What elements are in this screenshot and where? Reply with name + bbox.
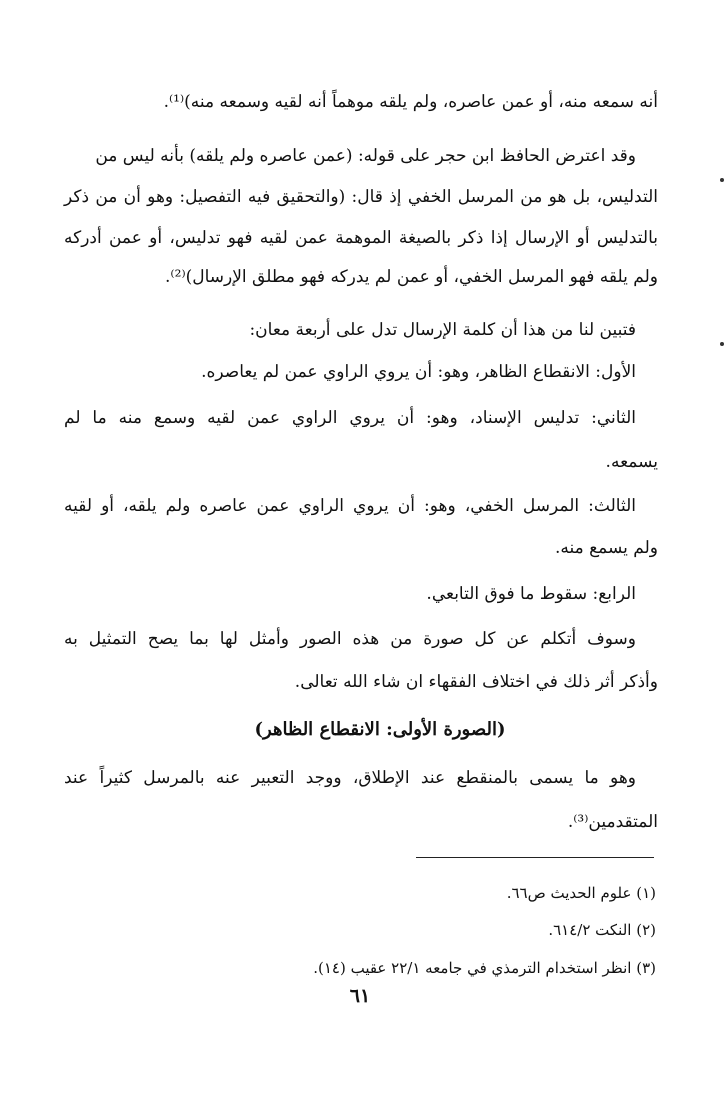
footnote-3: (٣) انظر استخدام الترمذي في جامعه ٢٢/١ عقيب (١٤). <box>313 959 656 977</box>
scan-speck <box>720 342 724 346</box>
body-line-14: وأذكر أثر ذلك في اختلاف الفقهاء ان شاء الله تعالى. <box>294 672 658 692</box>
body-line-1: أنه سمعه منه، أو عمن عاصره، ولم يلقه موهماً أنه لقيه وسمعه منه)⁽¹⁾. <box>163 92 658 112</box>
body-line-6: فتبين لنا من هذا أن كلمة الإرسال تدل على أربعة معان: <box>249 320 636 340</box>
body-line-9: يسمعه. <box>605 452 658 472</box>
body-line-15: وهو ما يسمى بالمنقطع عند الإطلاق، ووجد التعبير عنه بالمرسل كثيراً عند <box>64 768 636 788</box>
body-line-12: الرابع: سقوط ما فوق التابعي. <box>426 584 636 604</box>
body-line-8: الثاني: تدليس الإسناد، وهو: أن يروي الراوي عمن لقيه وسمع منه ما لم <box>64 408 636 428</box>
body-line-7: الأول: الانقطاع الظاهر، وهو: أن يروي الراوي عمن لم يعاصره. <box>201 362 636 382</box>
body-line-11: ولم يسمع منه. <box>554 538 658 558</box>
body-line-2: وقد اعترض الحافظ ابن حجر على قوله: (عمن عاصره ولم يلقه) بأنه ليس من <box>95 146 636 166</box>
scan-speck <box>720 178 724 182</box>
body-line-10: الثالث: المرسل الخفي، وهو: أن يروي الراوي عمن عاصره ولم يلقه، أو لقيه <box>64 496 636 516</box>
footnote-separator <box>416 857 654 858</box>
page-number: ٦١ <box>349 985 371 1007</box>
body-line-16: المتقدمين⁽³⁾. <box>567 812 658 832</box>
body-line-4: بالتدليس أو الإرسال إذا ذكر بالصيغة الموهمة عمن لقيه فهو تدليس، أو عمن أدركه <box>64 228 658 248</box>
footnote-2: (٢) النكت ٦١٤/٢. <box>548 921 656 939</box>
footnote-1: (١) علوم الحديث ص٦٦. <box>506 884 656 902</box>
section-heading: (الصورة الأولى: الانقطاع الظاهر) <box>254 719 506 740</box>
body-line-5: ولم يلقه فهو المرسل الخفي، أو عمن لم يدركه فهو مطلق الإرسال)⁽²⁾. <box>165 267 658 287</box>
body-line-13: وسوف أتكلم عن كل صورة من هذه الصور وأمثل لها بما يصح التمثيل به <box>64 629 636 649</box>
body-line-3: التدليس، بل هو من المرسل الخفي إذ قال: (والتحقيق فيه التفصيل: وهو أن من ذكر <box>64 187 658 207</box>
